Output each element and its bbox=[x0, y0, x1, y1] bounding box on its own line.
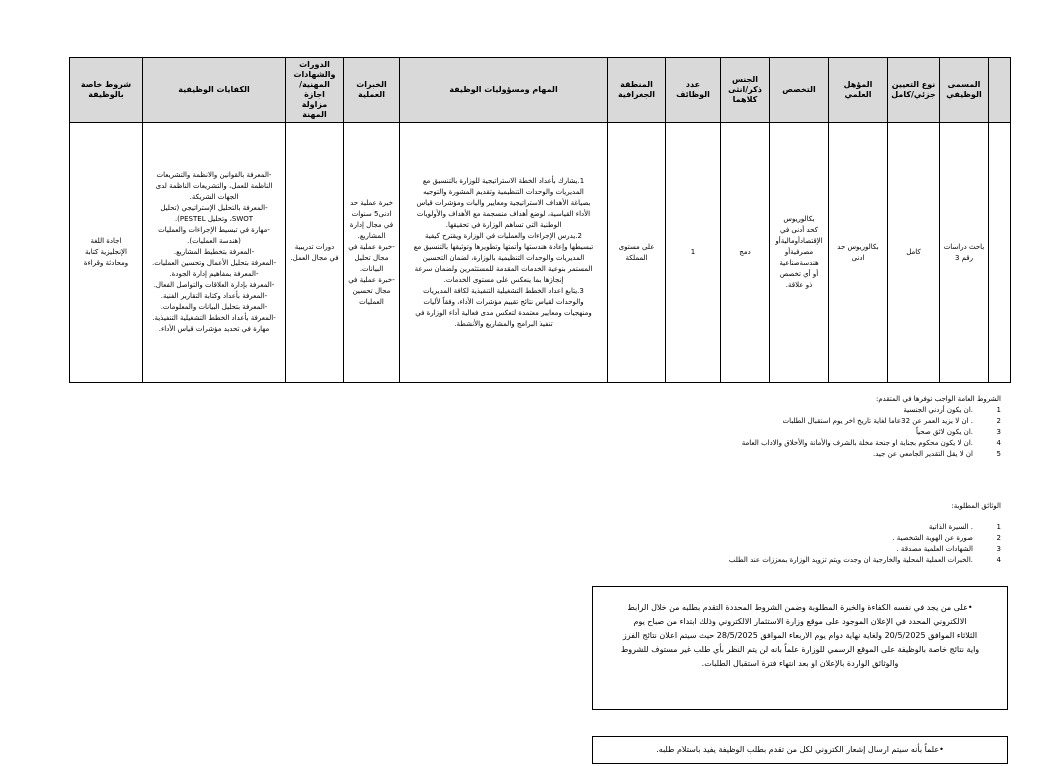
text-line: 2.يدرس الإجراءات والعمليات في الوزارة ويقترح كيفية bbox=[425, 231, 582, 240]
text-line: الناظمة للعمل، والتشريعات الناظمة لدى bbox=[155, 182, 273, 190]
text-line: ذو علاقة. bbox=[785, 281, 813, 289]
cell-title: باحث دراسات رقم 3 bbox=[940, 123, 989, 383]
cell-gender: دمج bbox=[721, 123, 770, 383]
text-line: -المعرفة بتحليل الأعمال وتحسين العمليات. bbox=[152, 259, 276, 267]
notice-box bbox=[592, 586, 1008, 710]
text-line: المشاريع. bbox=[357, 231, 386, 240]
list-item-number: 3 bbox=[996, 428, 1001, 436]
cell-duties bbox=[400, 123, 608, 383]
text-line: المديريات والوحدات التنظيمية بالوزارة، لضمان التحسين bbox=[422, 253, 585, 262]
header-count: عدد الوظائف bbox=[666, 58, 721, 123]
list-item bbox=[729, 522, 1001, 533]
text-line: مهارة في تحديد مؤشرات قياس الأداء. bbox=[158, 325, 270, 333]
note-box bbox=[592, 736, 1008, 764]
documents-list bbox=[729, 522, 1001, 566]
list-item bbox=[742, 438, 1001, 449]
text-line: -المعرفة بتحليل البيانات والمعلومات. bbox=[160, 303, 268, 311]
text-line: المديريات والوحدات التنظيمية وتقديم المشورة والتوجيه bbox=[423, 187, 584, 196]
header-region: المنطقة الجغرافية bbox=[608, 58, 666, 123]
general-conditions bbox=[742, 394, 1001, 460]
text-line: -المعرفة بأعداد وكتابة التقارير الفنية. bbox=[160, 292, 268, 300]
header-specialization: التخصص bbox=[770, 58, 829, 123]
cell-appointment-type: كامل bbox=[888, 123, 940, 383]
text-line: -خبرة عملية في bbox=[348, 242, 395, 251]
text-line: -المعرفة بتخطيط المشاريع. bbox=[173, 248, 255, 256]
header-appointment-type: نوع التعيين جزئي/كامل bbox=[888, 58, 940, 123]
cell-region: على مستوى المملكة bbox=[608, 123, 666, 383]
header-qualification: المؤهل العلمي bbox=[829, 58, 888, 123]
notice-line: الثلاثاء الموافق 20/5/2025 ولغاية نهاية دوام يوم الاربعاء الموافق 28/5/2025 حيث سيتم اعلان نتائج الفرز bbox=[622, 631, 978, 640]
list-item-number: 2 bbox=[996, 417, 1001, 425]
text-line: الأداء القياسية، لوضع أهداف منسجمة مع الأهداف والأولويات bbox=[416, 209, 591, 218]
general-conditions-list bbox=[742, 405, 1001, 460]
text-line: مجال تحسين bbox=[352, 286, 391, 295]
list-item-number: 2 bbox=[996, 534, 1001, 542]
cell-special: اجادة اللغة الإنجليزية كتابة ومحادثة وقراءة bbox=[70, 123, 143, 383]
list-item-number: 5 bbox=[996, 450, 1001, 458]
documents bbox=[729, 501, 1001, 566]
text-line: -المعرفة بالقوانين والانظمة والتشريعات bbox=[156, 171, 272, 179]
list-item bbox=[742, 427, 1001, 438]
note-text: •علماً بأنه سيتم ارسال إشعار الكتروني لكل من تقدم بطلب الوظيفة يفيد باستلام طلبه. bbox=[656, 745, 944, 754]
text-line: هندسةصناعية bbox=[779, 259, 819, 267]
text-line: SWOT، وتحليل PESTEL). bbox=[174, 215, 254, 223]
list-item bbox=[742, 416, 1001, 427]
text-line: في مجال إدارة bbox=[349, 220, 394, 229]
text-line: -المعرفة بمفاهيم إدارة الجودة. bbox=[169, 270, 259, 278]
text-line: -خبرة عملية في bbox=[348, 275, 395, 284]
text-line: العمليات bbox=[359, 297, 384, 306]
text-line: خبرة عملية حد bbox=[350, 198, 393, 207]
text-line: بكالوريوس bbox=[783, 215, 815, 223]
header-experience: الخبرات العملية bbox=[344, 58, 400, 123]
header-competencies: الكفايات الوظيفية bbox=[143, 58, 286, 123]
cell-count: 1 bbox=[666, 123, 721, 383]
divider bbox=[592, 709, 1008, 710]
text-line: تبسيطها وإعادة هندستها وأتمتها وتطويرها وتوثيقها بالتنسيق مع bbox=[413, 242, 594, 251]
list-item-number: 1 bbox=[996, 406, 1001, 414]
job-table bbox=[69, 57, 1011, 383]
header-row bbox=[70, 58, 1011, 123]
list-item-number: 1 bbox=[996, 523, 1001, 531]
text-line: الإقتصادأوماليةأو bbox=[775, 237, 823, 245]
text-line: كحد أدنى في bbox=[779, 226, 818, 234]
notice-line: والوثائق الواردة بالإعلان او بعد انتهاء فترة استقبال الطلبات. bbox=[701, 659, 899, 668]
blank-header bbox=[989, 58, 1011, 123]
list-item bbox=[729, 555, 1001, 566]
header-special: شروط خاصة بالوظيفة bbox=[70, 58, 143, 123]
list-item-text: .الخبرات العملية المحلية والخارجية ان وجدت ويتم تزويد الوزارة بمعززات عند الطلب bbox=[728, 556, 973, 564]
text-line: الوطنية التي تساهم الوزارة في تحقيقها. bbox=[445, 220, 562, 229]
text-line: -المعرفة بأعداد الخطط التشغيلية التنفيذية. bbox=[152, 314, 276, 322]
text-line: المستمر بنوعية الخدمات المقدمة للمستثمرين ولضمان سرعة bbox=[414, 264, 593, 273]
notice-line: الالكتروني المحدد في الإعلان الموجود على موقع وزارة الاستثمار الالكتروني وذلك ابتداء من صباح يوم bbox=[633, 617, 967, 626]
notice-text bbox=[599, 601, 1001, 671]
cell-qualification: بكالوريوس حد ادنى bbox=[829, 123, 888, 383]
text-line: بصياغة الأهداف الاستراتيجية ومعايير واليات ومؤشرات قياس bbox=[416, 198, 591, 207]
cell-competencies bbox=[143, 123, 286, 383]
text-line: (هندسة العمليات). bbox=[187, 237, 241, 245]
table-row bbox=[70, 123, 1011, 383]
text-line: -المعرفة بالتحليل الإستراتيجي (تحليل bbox=[160, 204, 268, 212]
header-title: المسمى الوظيفي bbox=[940, 58, 989, 123]
text-line: البيانات. bbox=[359, 264, 384, 273]
list-item-text: . ان لا يزيد العمر عن 32عاما لغاية تاريخ اخر يوم استقبال الطلبات bbox=[782, 417, 973, 425]
list-item-text: ان لا يقل التقدير الجامعي عن جيد. bbox=[873, 450, 973, 458]
notice-line: واية نتائج خاصة بالوظيفة على الموقع الرسمي للوزارة علماً بانه لن يتم النظر بأي طلب غير مستوف للشروط bbox=[620, 645, 980, 654]
text-line: ومنهجيات ومعايير معتمدة لتعكس مدى فعالية أداء الوزارة في bbox=[415, 308, 592, 317]
cell-experience bbox=[344, 123, 400, 383]
documents-heading: الوثائق المطلوبة: bbox=[951, 502, 1001, 510]
header-gender: الجنس ذكر/انثى كلاهما bbox=[721, 58, 770, 123]
list-item-text: الشهادات العلمية مصدقة . bbox=[896, 545, 973, 553]
text-line: 3.يتابع اعداد الخطط التشغيلية التنفيذية لكافة المديريات bbox=[423, 286, 584, 295]
list-item bbox=[729, 544, 1001, 555]
list-item-text: .ان لا يكون محكوم بجناية او جنحة مخلة بالشرف والأمانة والأخلاق والاداب العامة bbox=[741, 439, 973, 447]
text-line: مجال تحليل bbox=[354, 253, 389, 262]
blank-cell bbox=[989, 123, 1011, 383]
text-line: -المعرفة بإدارة العلاقات والتواصل الفعال. bbox=[153, 281, 275, 289]
text-line: الجهات الشريكة. bbox=[189, 193, 239, 201]
list-item-text: .ان يكون لائق صحياً bbox=[915, 428, 973, 436]
list-item-text: صورة عن الهوية الشخصية . bbox=[892, 534, 973, 542]
cell-courses: دورات تدريبية في مجال العمل. bbox=[286, 123, 344, 383]
header-duties: المهام ومسؤوليات الوظيفة bbox=[400, 58, 608, 123]
text-line: -مهارة في تبسيط الإجراءات والعمليات bbox=[158, 226, 270, 234]
header-courses: الدورات والشهادات المهنية/اجازة مزاولة المهنة bbox=[286, 58, 344, 123]
list-item-number: 4 bbox=[996, 439, 1001, 447]
text-line: ادنى5 سنوات bbox=[351, 209, 392, 218]
text-line: تنفيذ البرامج والمشاريع والأنشطة. bbox=[454, 319, 553, 328]
general-conditions-heading: الشروط العامة الواجب توفرها في المتقدم: bbox=[875, 395, 1001, 403]
list-item-number: 3 bbox=[996, 545, 1001, 553]
text-line: إنجازها بما ينعكس على مستوى الخدمات. bbox=[443, 275, 564, 284]
cell-specialization bbox=[770, 123, 829, 383]
list-item-text: .ان يكون أردني الجنسية bbox=[903, 406, 973, 414]
text-line: أو أي تخصص bbox=[779, 270, 819, 278]
text-line: 1.يشارك بأعداد الخطة الاستراتيجية للوزارة بالتنسيق مع bbox=[422, 176, 585, 185]
list-item bbox=[742, 405, 1001, 416]
list-item-text: . السيرة الذاتية bbox=[928, 523, 973, 531]
text-line: مصرفيةأو bbox=[784, 248, 814, 256]
list-item bbox=[742, 449, 1001, 460]
text-line: والوحدات لقياس نتائج تقييم مؤشرات الأداء، وفقاً لأليات bbox=[423, 297, 584, 306]
list-item-number: 4 bbox=[996, 556, 1001, 564]
notice-line: •على من يجد في نفسه الكفاءة والخبرة المطلوبة وضمن الشروط المحددة التقدم بطلبه من خلال الرابط bbox=[627, 603, 973, 612]
list-item bbox=[729, 533, 1001, 544]
